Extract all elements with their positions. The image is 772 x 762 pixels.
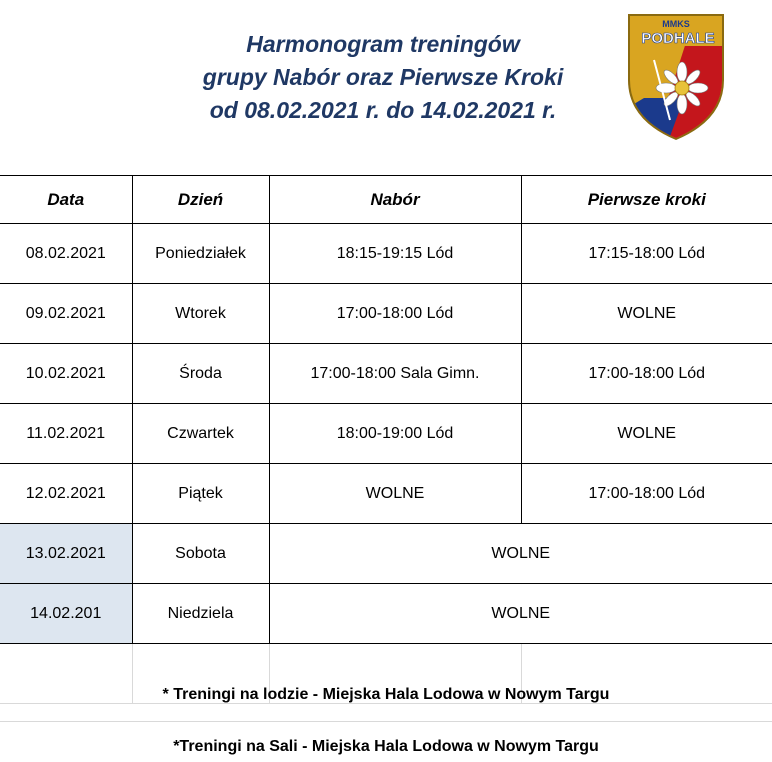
logo-text-main: PODHALE (641, 30, 715, 47)
table-row-weekend (0, 584, 772, 644)
title-line-1: Harmonogram treningów (246, 31, 520, 57)
cell-day: Niedziela (132, 584, 269, 644)
cell-date: 10.02.2021 (0, 344, 132, 404)
cell-day: Wtorek (132, 284, 269, 344)
cell-date: 11.02.2021 (0, 404, 132, 464)
cell-day: Poniedziałek (132, 224, 269, 284)
cell-nabor: 18:00-19:00 Lód (269, 404, 521, 464)
cell-both: WOLNE (269, 584, 772, 644)
cell-kroki: WOLNE (521, 404, 772, 464)
cell-day: Czwartek (132, 404, 269, 464)
header-day: Dzień (132, 176, 269, 224)
cell-nabor: 17:00-18:00 Lód (269, 284, 521, 344)
table-row (0, 224, 772, 284)
page-title (150, 28, 616, 127)
cell-date: 14.02.201 (0, 584, 132, 644)
table-header-row (0, 176, 772, 224)
table-row (0, 344, 772, 404)
logo-text-top: MMKS (662, 19, 690, 29)
title-line-2: grupy Nabór oraz Pierwsze Kroki (202, 64, 564, 90)
header-date: Data (0, 176, 132, 224)
club-logo (624, 10, 728, 142)
cell-day: Piątek (132, 464, 269, 524)
cell-date: 08.02.2021 (0, 224, 132, 284)
cell-date: 12.02.2021 (0, 464, 132, 524)
cell-nabor: 17:00-18:00 Sala Gimn. (269, 344, 521, 404)
table-row (0, 464, 772, 524)
cell-date: 13.02.2021 (0, 524, 132, 584)
cell-date: 09.02.2021 (0, 284, 132, 344)
cell-nabor: 18:15-19:15 Lód (269, 224, 521, 284)
cell-day: Środa (132, 344, 269, 404)
cell-kroki: 17:00-18:00 Lód (521, 464, 772, 524)
cell-kroki: 17:15-18:00 Lód (521, 224, 772, 284)
note-separator (0, 721, 772, 722)
title-line-3: od 08.02.2021 r. do 14.02.2021 r. (209, 97, 557, 123)
cell-both: WOLNE (269, 524, 772, 584)
table-row-weekend (0, 524, 772, 584)
note-ice: * Treningi na lodzie - Miejska Hala Lodowa w Nowym Targu (162, 686, 610, 703)
cell-kroki: 17:00-18:00 Lód (521, 344, 772, 404)
schedule-table (0, 175, 772, 704)
table-row (0, 404, 772, 464)
cell-kroki: WOLNE (521, 284, 772, 344)
table-row (0, 284, 772, 344)
cell-nabor: WOLNE (269, 464, 521, 524)
header (0, 0, 772, 173)
header-nabor: Nabór (269, 176, 521, 224)
header-pierwsze-kroki: Pierwsze kroki (521, 176, 772, 224)
note-hall: *Treningi na Sali - Miejska Hala Lodowa w Nowym Targu (173, 738, 599, 755)
cell-day: Sobota (132, 524, 269, 584)
